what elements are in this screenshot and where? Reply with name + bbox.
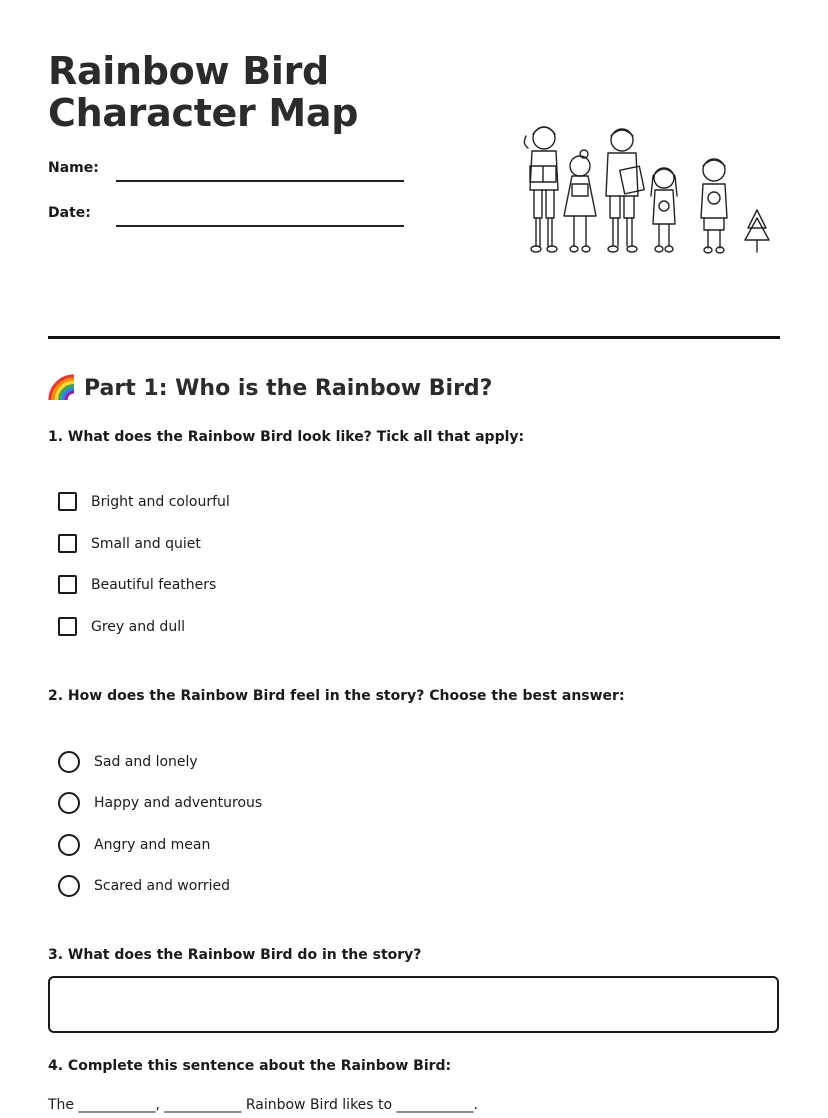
date-field[interactable] [116, 225, 404, 227]
question-2: 2. How does the Rainbow Bird feel in the story? Choose the best answer: [48, 688, 625, 704]
checkbox[interactable] [58, 492, 77, 511]
q2-option-label: Angry and mean [94, 837, 211, 853]
q1-option-label: Beautiful feathers [91, 576, 217, 593]
name-label: Name: [48, 160, 99, 176]
q2-option-4[interactable] [58, 875, 230, 897]
q3-answer-box[interactable] [48, 976, 779, 1033]
part1-heading [48, 374, 492, 402]
section-divider [48, 336, 780, 339]
checkbox[interactable] [58, 617, 77, 636]
checkbox[interactable] [58, 534, 77, 553]
q1-option-2[interactable] [58, 534, 201, 553]
question-4: 4. Complete this sentence about the Rainbow Bird: [48, 1058, 452, 1074]
rainbow-icon [48, 374, 76, 402]
q1-option-label: Grey and dull [91, 618, 185, 635]
part1-heading-text: Part 1: Who is the Rainbow Bird? [84, 375, 493, 401]
q2-option-label: Sad and lonely [94, 754, 198, 770]
children-reading-icon [512, 118, 774, 262]
q1-option-1[interactable] [58, 492, 230, 511]
q2-option-label: Scared and worried [94, 878, 231, 894]
question-1: 1. What does the Rainbow Bird look like? Tick all that apply: [48, 429, 525, 445]
date-label: Date: [48, 205, 91, 221]
q2-option-label: Happy and adventurous [94, 795, 263, 811]
q1-option-label: Small and quiet [91, 535, 201, 552]
q2-option-1[interactable] [58, 751, 198, 773]
radio-button[interactable] [58, 792, 80, 814]
radio-button[interactable] [58, 751, 80, 773]
q4-sentence[interactable]: The ___________, ___________ Rainbow Bird likes to ___________. [48, 1097, 478, 1113]
q1-option-3[interactable] [58, 575, 216, 594]
checkbox[interactable] [58, 575, 77, 594]
radio-button[interactable] [58, 875, 80, 897]
q2-option-2[interactable] [58, 792, 262, 814]
worksheet-title: Rainbow Bird Character Map [48, 49, 359, 135]
radio-button[interactable] [58, 834, 80, 856]
q1-option-4[interactable] [58, 617, 185, 636]
name-field[interactable] [116, 180, 404, 182]
q1-option-label: Bright and colourful [91, 493, 230, 510]
question-3: 3. What does the Rainbow Bird do in the story? [48, 947, 422, 963]
q2-option-3[interactable] [58, 834, 210, 856]
